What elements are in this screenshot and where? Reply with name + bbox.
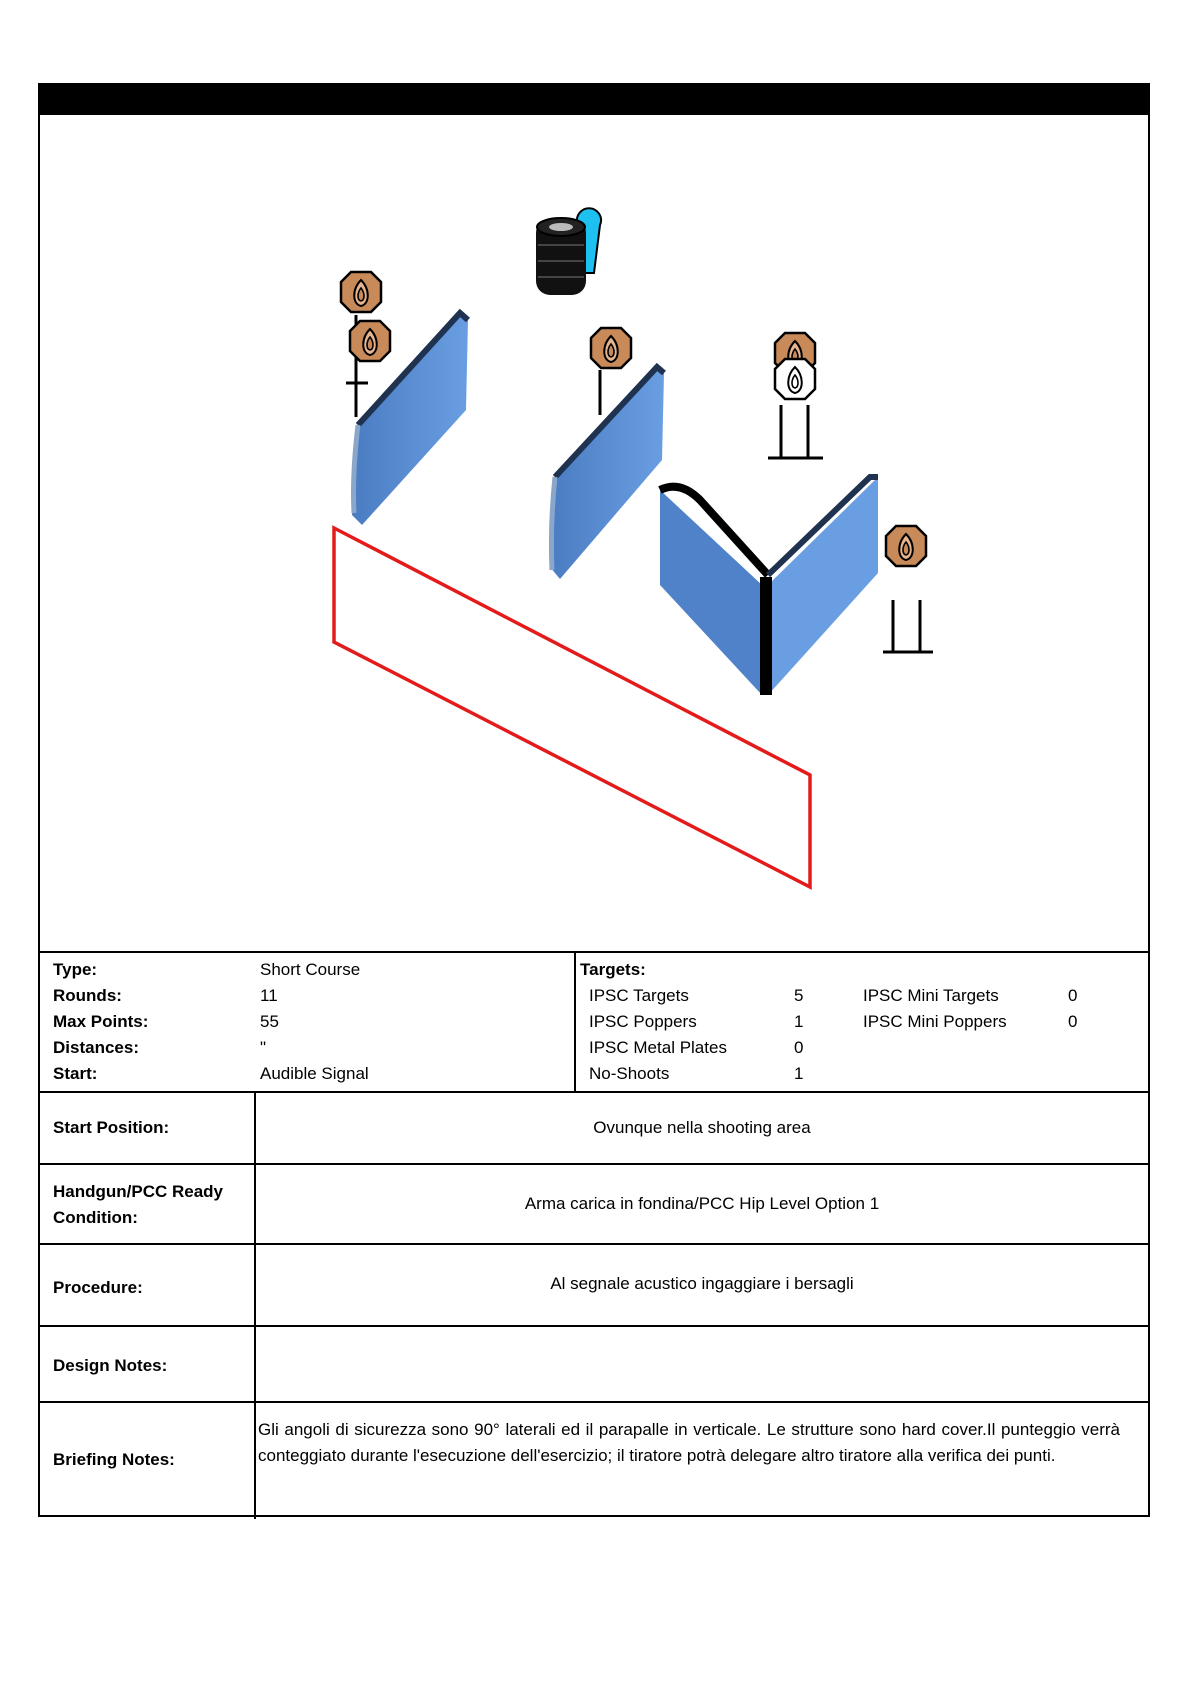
target-count-label: IPSC Mini Targets [863, 986, 999, 1005]
start-position-row [40, 1091, 1148, 1163]
target-count-value: 0 [794, 1038, 804, 1057]
title-bar [40, 85, 1148, 115]
max-points-label: Max Points: [53, 1012, 149, 1031]
stage-summary-row [40, 951, 1148, 1091]
column-divider [574, 953, 576, 1091]
design-notes-label: Design Notes: [53, 1356, 168, 1375]
type-value: Short Course [260, 960, 361, 979]
column-divider [254, 1403, 256, 1519]
stage-sheet [38, 83, 1150, 1517]
start-position-value: Ovunque nella shooting area [593, 1118, 811, 1137]
target-count-value: 0 [1068, 1012, 1078, 1031]
procedure-row [40, 1243, 1148, 1325]
target-count-label: IPSC Poppers [589, 1012, 697, 1031]
ipsc-target-icon [341, 272, 381, 312]
procedure-value: Al segnale acustico ingaggiare i bersagli [550, 1274, 854, 1293]
target-count-value: 5 [794, 986, 804, 1005]
no-shoot-icon [775, 359, 815, 399]
start-label: Start: [53, 1064, 98, 1083]
ipsc-target-icon [591, 328, 631, 368]
procedure-label: Procedure: [53, 1278, 143, 1297]
wall-v-structure [660, 477, 878, 695]
target-stand-right-group [768, 405, 823, 458]
rounds-label: Rounds: [53, 986, 122, 1005]
target-stand-far-right [883, 600, 933, 652]
target-count-value: 0 [1068, 986, 1078, 1005]
ready-condition-label-line1: Handgun/PCC Ready [53, 1182, 224, 1201]
type-label: Type: [53, 960, 98, 979]
max-points-value: 55 [260, 1012, 279, 1031]
briefing-notes-label: Briefing Notes: [53, 1450, 175, 1469]
ready-condition-row [40, 1163, 1148, 1243]
ready-condition-value: Arma carica in fondina/PCC Hip Level Option 1 [524, 1194, 880, 1213]
column-divider [254, 1327, 256, 1401]
target-count-label: IPSC Mini Poppers [863, 1012, 1007, 1031]
design-notes-row [40, 1325, 1148, 1401]
ready-condition-label-line2: Condition: [53, 1208, 138, 1227]
ipsc-target-icon [350, 321, 390, 361]
barrel-icon [536, 218, 586, 295]
rounds-value: 11 [260, 986, 278, 1005]
target-count-label: IPSC Metal Plates [589, 1038, 727, 1057]
target-count-value: 1 [794, 1012, 804, 1031]
briefing-notes-row [40, 1401, 1148, 1519]
targets-heading: Targets: [580, 960, 646, 979]
target-count-label: IPSC Targets [589, 986, 689, 1005]
distances-value: " [260, 1038, 267, 1057]
start-value: Audible Signal [260, 1064, 369, 1083]
target-count-value: 1 [794, 1064, 804, 1083]
start-position-label: Start Position: [53, 1118, 170, 1137]
stage-diagram [40, 115, 1148, 951]
briefing-notes-value: Gli angoli di sicurezza sono 90° laterali ed il parapalle in verticale. Le strutture sono hard cover.Il punteggio verrà conteggiato durante l'esecuzione dell'esercizio; il tiratore potrà delegare altro tiratore alla verifica dei punti. [258, 1420, 1120, 1465]
ipsc-target-icon [886, 526, 926, 566]
wall-2 [550, 367, 664, 579]
stage-diagram-svg [40, 115, 1148, 951]
target-count-label: No-Shoots [589, 1064, 670, 1083]
distances-label: Distances: [53, 1038, 139, 1057]
